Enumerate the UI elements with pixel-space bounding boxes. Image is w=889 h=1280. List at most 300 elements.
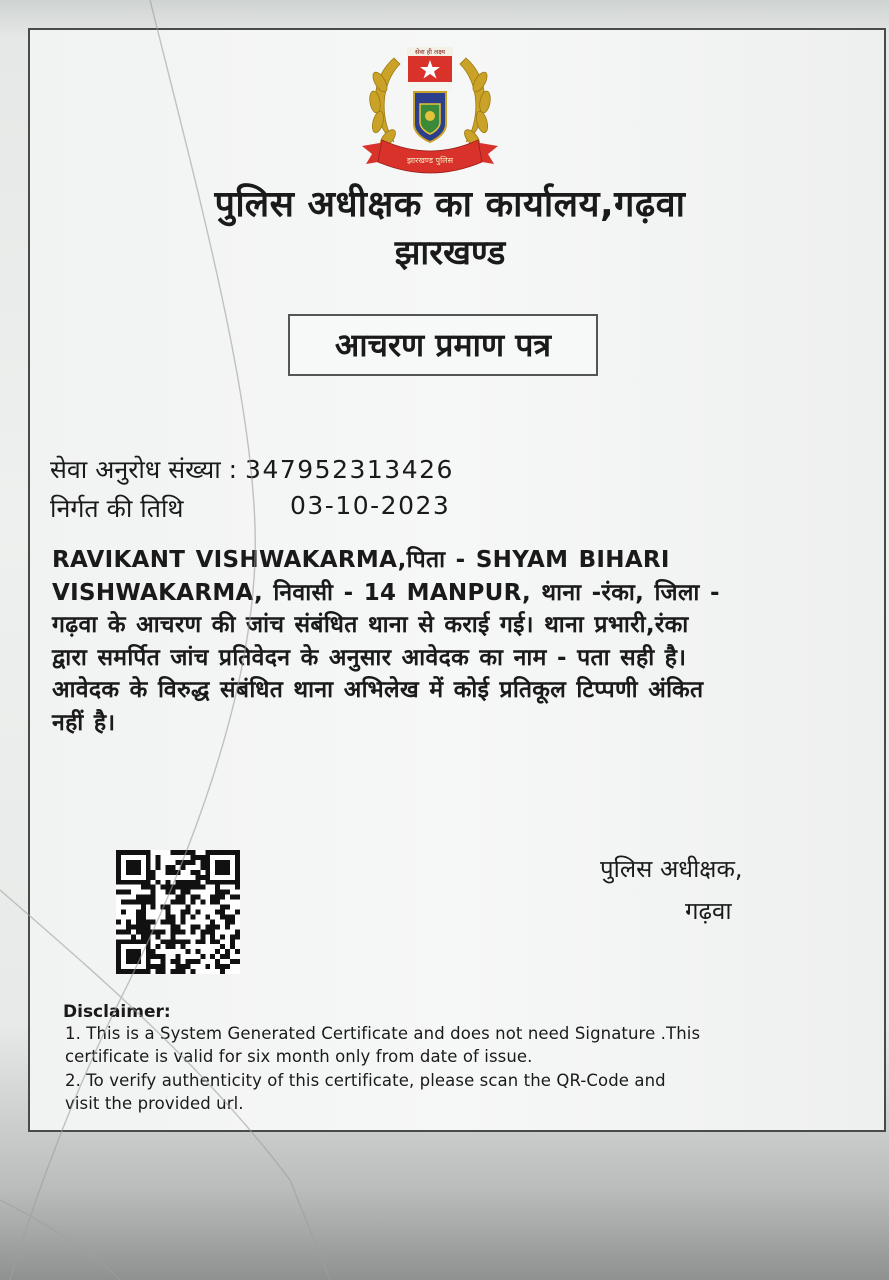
qr-module [225, 949, 230, 954]
qr-module [176, 924, 181, 929]
qr-module [235, 870, 240, 875]
qr-module [171, 885, 176, 890]
qr-module [225, 870, 230, 875]
qr-module [141, 969, 146, 974]
qr-module [156, 929, 161, 934]
qr-module [121, 910, 126, 915]
qr-module [185, 905, 190, 910]
qr-module [146, 934, 151, 939]
qr-module [180, 929, 185, 934]
qr-module [146, 924, 151, 929]
qr-module [171, 919, 176, 924]
qr-module [176, 969, 181, 974]
qr-module [161, 919, 166, 924]
qr-module [146, 919, 151, 924]
qr-module [215, 924, 220, 929]
qr-module [190, 924, 195, 929]
qr-module [161, 939, 166, 944]
qr-module [126, 924, 131, 929]
qr-module [185, 910, 190, 915]
qr-module [131, 954, 136, 959]
qr-module [225, 914, 230, 919]
body-line: द्वारा समर्पित जांच प्रतिवेदन के अनुसार आवेदक का नाम - पता सही है। [52, 644, 687, 671]
qr-module [136, 914, 141, 919]
qr-module [220, 954, 225, 959]
qr-module [195, 910, 200, 915]
qr-module [220, 914, 225, 919]
qr-module [126, 954, 131, 959]
qr-module [141, 939, 146, 944]
qr-module [161, 969, 166, 974]
qr-module [126, 969, 131, 974]
disclaimer-line: 1. This is a System Generated Certificate and does not need Signature .This [65, 1024, 701, 1043]
qr-module [136, 924, 141, 929]
qr-module [136, 910, 141, 915]
qr-module [190, 885, 195, 890]
qr-module [146, 964, 151, 969]
qr-module [176, 964, 181, 969]
qr-module [205, 860, 210, 865]
qr-module [136, 860, 141, 865]
qr-module [151, 890, 156, 895]
qr-module [180, 885, 185, 890]
qr-module [190, 969, 195, 974]
qr-module [215, 890, 220, 895]
qr-module [180, 969, 185, 974]
qr-module [116, 929, 121, 934]
qr-module [141, 885, 146, 890]
qr-module [235, 949, 240, 954]
disclaimer-line: 2. To verify authenticity of this certificate, please scan the QR-Code and [65, 1071, 666, 1090]
qr-module [136, 850, 141, 855]
certificate-title-box [288, 314, 598, 376]
qr-module [210, 919, 215, 924]
qr-module [176, 895, 181, 900]
qr-module [166, 865, 171, 870]
qr-module [141, 924, 146, 929]
body-line: VISHWAKARMA, निवासी - 14 MANPUR, थाना -रंका, जिला - [52, 579, 720, 606]
office-title: पुलिस अधीक्षक का कार्यालय,गढ़वा [214, 184, 686, 225]
qr-module [131, 900, 136, 905]
jharkhand-police-emblem [350, 42, 510, 187]
certificate-body [52, 544, 852, 739]
qr-module [220, 895, 225, 900]
qr-module [156, 964, 161, 969]
qr-module [146, 954, 151, 959]
qr-module [116, 964, 121, 969]
qr-module [171, 934, 176, 939]
qr-module [180, 880, 185, 885]
qr-module [215, 870, 220, 875]
disclaimer-line: visit the provided url. [65, 1094, 244, 1113]
qr-module [136, 969, 141, 974]
qr-module [190, 895, 195, 900]
qr-module [146, 949, 151, 954]
qr-module [220, 964, 225, 969]
qr-module [176, 860, 181, 865]
qr-module [220, 890, 225, 895]
qr-module [161, 954, 166, 959]
qr-module [121, 890, 126, 895]
qr-module [141, 900, 146, 905]
qr-module [180, 919, 185, 924]
qr-module [185, 850, 190, 855]
qr-module [235, 910, 240, 915]
qr-module [131, 969, 136, 974]
qr-module [136, 949, 141, 954]
qr-module [126, 850, 131, 855]
qr-module [210, 880, 215, 885]
qr-module [180, 865, 185, 870]
qr-module [220, 944, 225, 949]
disclaimer-line: certificate is valid for six month only from date of issue. [65, 1047, 533, 1066]
qr-module [230, 880, 235, 885]
qr-module [171, 924, 176, 929]
qr-module [235, 850, 240, 855]
qr-module [146, 929, 151, 934]
qr-module [185, 890, 190, 895]
qr-module [156, 865, 161, 870]
qr-module [136, 939, 141, 944]
qr-module [185, 860, 190, 865]
qr-module [156, 954, 161, 959]
qr-module [225, 860, 230, 865]
state-name: झारखण्ड [394, 233, 506, 273]
request-number-value: 347952313426 [245, 455, 454, 484]
qr-module [171, 959, 176, 964]
qr-module [215, 885, 220, 890]
qr-module [151, 954, 156, 959]
disclaimer-title: Disclaimer: [63, 1002, 171, 1022]
issue-date-label: निर्गत की तिथि [50, 494, 184, 523]
request-number-label: सेवा अनुरोध संख्या : [50, 455, 238, 484]
qr-module [136, 900, 141, 905]
qr-module [180, 895, 185, 900]
qr-module [171, 865, 176, 870]
qr-module [156, 855, 161, 860]
qr-module [166, 914, 171, 919]
qr-module [141, 929, 146, 934]
qr-module [225, 850, 230, 855]
qr-module [230, 919, 235, 924]
qr-module [136, 865, 141, 870]
qr-module [215, 860, 220, 865]
qr-module [195, 870, 200, 875]
qr-module [230, 944, 235, 949]
qr-module [176, 870, 181, 875]
qr-module [215, 910, 220, 915]
qr-module [131, 850, 136, 855]
qr-module [200, 875, 205, 880]
qr-module [205, 914, 210, 919]
qr-module [116, 865, 121, 870]
qr-module [225, 905, 230, 910]
qr-module [190, 880, 195, 885]
qr-module [166, 880, 171, 885]
qr-module [126, 865, 131, 870]
qr-module [215, 964, 220, 969]
qr-module [161, 959, 166, 964]
qr-module [141, 895, 146, 900]
qr-module [171, 939, 176, 944]
request-number-row [50, 452, 454, 486]
qr-module [180, 910, 185, 915]
signatory-designation: पुलिस अधीक्षक, [600, 855, 743, 883]
qr-module [116, 875, 121, 880]
qr-module [116, 954, 121, 959]
qr-module [205, 870, 210, 875]
qr-module [205, 924, 210, 929]
qr-module [180, 860, 185, 865]
qr-module [200, 855, 205, 860]
qr-module [200, 939, 205, 944]
qr-module [205, 850, 210, 855]
qr-module [146, 865, 151, 870]
qr-module [131, 959, 136, 964]
qr-module [171, 850, 176, 855]
qr-module [235, 865, 240, 870]
qr-module [136, 919, 141, 924]
qr-module [136, 895, 141, 900]
qr-module [195, 939, 200, 944]
qr-module [225, 954, 230, 959]
qr-module [146, 875, 151, 880]
qr-module [195, 885, 200, 890]
qr-module [195, 959, 200, 964]
qr-module [136, 959, 141, 964]
qr-module [126, 900, 131, 905]
qr-module [200, 885, 205, 890]
qr-module [225, 890, 230, 895]
qr-module [146, 959, 151, 964]
qr-module [151, 875, 156, 880]
qr-module [180, 944, 185, 949]
qr-module [121, 929, 126, 934]
qr-module [151, 929, 156, 934]
qr-module [195, 875, 200, 880]
qr-module [141, 880, 146, 885]
qr-module [195, 924, 200, 929]
qr-module [141, 850, 146, 855]
qr-module [146, 895, 151, 900]
qr-module [200, 929, 205, 934]
qr-module [220, 860, 225, 865]
qr-module [176, 850, 181, 855]
qr-module [116, 919, 121, 924]
qr-module [190, 855, 195, 860]
qr-module [121, 880, 126, 885]
qr-module [146, 900, 151, 905]
qr-module [151, 964, 156, 969]
qr-module [156, 969, 161, 974]
qr-module [210, 939, 215, 944]
qr-module [141, 934, 146, 939]
qr-module [126, 939, 131, 944]
qr-module [235, 885, 240, 890]
qr-module [215, 949, 220, 954]
qr-module [190, 870, 195, 875]
qr-module [161, 885, 166, 890]
qr-module [220, 910, 225, 915]
qr-module [210, 850, 215, 855]
qr-module [185, 939, 190, 944]
qr-module [166, 939, 171, 944]
qr-module [161, 964, 166, 969]
qr-module [126, 890, 131, 895]
qr-module [180, 939, 185, 944]
qr-module [185, 885, 190, 890]
qr-module [176, 939, 181, 944]
qr-module [176, 885, 181, 890]
qr-module [210, 934, 215, 939]
qr-module [141, 919, 146, 924]
qr-module [116, 870, 121, 875]
qr-module [200, 860, 205, 865]
qr-module [131, 870, 136, 875]
qr-module [235, 895, 240, 900]
qr-module [121, 939, 126, 944]
qr-module [131, 939, 136, 944]
qr-module [171, 890, 176, 895]
qr-module [146, 939, 151, 944]
qr-module [171, 900, 176, 905]
qr-module [200, 954, 205, 959]
qr-module [180, 964, 185, 969]
qr-module [215, 900, 220, 905]
body-line: नहीं है। [52, 709, 116, 736]
qr-module [131, 949, 136, 954]
qr-module [200, 934, 205, 939]
qr-module [131, 934, 136, 939]
qr-module [151, 895, 156, 900]
qr-module [225, 919, 230, 924]
qr-module [200, 900, 205, 905]
qr-module [171, 944, 176, 949]
qr-module [215, 895, 220, 900]
qr-module [210, 895, 215, 900]
qr-module [230, 914, 235, 919]
qr-module [220, 934, 225, 939]
qr-module [151, 870, 156, 875]
qr-module [215, 880, 220, 885]
emblem-motto-text: सेवा ही लक्ष्य [414, 48, 446, 56]
qr-module [190, 929, 195, 934]
qr-module [171, 870, 176, 875]
qr-module [146, 944, 151, 949]
qr-module [146, 860, 151, 865]
qr-module [180, 900, 185, 905]
qr-module [220, 865, 225, 870]
qr-module [205, 875, 210, 880]
qr-module [136, 880, 141, 885]
qr-module [121, 969, 126, 974]
qr-module [116, 969, 121, 974]
certificate-title: आचरण प्रमाण पत्र [334, 326, 552, 364]
qr-module [156, 860, 161, 865]
qr-module [210, 924, 215, 929]
qr-module [171, 969, 176, 974]
qr-module [116, 944, 121, 949]
body-line: आवेदक के विरुद्ध संबंधित थाना अभिलेख में कोई प्रतिकूल टिप्पणी अंकित [52, 677, 704, 703]
issue-date-value: 03-10-2023 [290, 491, 451, 520]
qr-module [151, 885, 156, 890]
qr-module [195, 895, 200, 900]
qr-module [225, 964, 230, 969]
qr-module [205, 880, 210, 885]
qr-module [210, 954, 215, 959]
qr-module [230, 934, 235, 939]
qr-module [126, 929, 131, 934]
qr-module [205, 855, 210, 860]
qr-module [200, 865, 205, 870]
qr-module [131, 924, 136, 929]
qr-module [126, 949, 131, 954]
qr-module [131, 880, 136, 885]
verification-qr-code[interactable] [115, 850, 241, 974]
qr-module [126, 919, 131, 924]
qr-module [146, 850, 151, 855]
qr-module [121, 850, 126, 855]
qr-module [190, 900, 195, 905]
qr-module [136, 870, 141, 875]
body-line: गढ़वा के आचरण की जांच संबंधित थाना से कराई गई। थाना प्रभारी,रंका [52, 612, 689, 638]
qr-module [116, 850, 121, 855]
qr-module [141, 905, 146, 910]
qr-module [161, 905, 166, 910]
qr-module [156, 880, 161, 885]
qr-module [126, 870, 131, 875]
qr-module [225, 865, 230, 870]
qr-module [166, 905, 171, 910]
qr-module [230, 850, 235, 855]
signatory-place: गढ़वा [685, 897, 732, 925]
qr-module [195, 855, 200, 860]
qr-module [116, 949, 121, 954]
qr-module [151, 919, 156, 924]
qr-module [210, 900, 215, 905]
qr-module [146, 880, 151, 885]
qr-module [156, 934, 161, 939]
qr-module [151, 949, 156, 954]
qr-module [225, 880, 230, 885]
qr-module [116, 880, 121, 885]
qr-module [176, 880, 181, 885]
qr-module [195, 880, 200, 885]
qr-module [180, 850, 185, 855]
qr-module [176, 959, 181, 964]
qr-module [185, 959, 190, 964]
qr-module [205, 929, 210, 934]
qr-module [176, 954, 181, 959]
qr-module [185, 949, 190, 954]
qr-module [176, 929, 181, 934]
qr-module [220, 969, 225, 974]
qr-module [151, 905, 156, 910]
body-line: RAVIKANT VISHWAKARMA,पिता - SHYAM BIHARI [52, 547, 670, 573]
qr-module [230, 895, 235, 900]
qr-module [116, 939, 121, 944]
qr-module [116, 855, 121, 860]
qr-module [126, 860, 131, 865]
qr-module [136, 954, 141, 959]
qr-module [235, 860, 240, 865]
qr-module [225, 924, 230, 929]
qr-module [171, 929, 176, 934]
qr-module [131, 865, 136, 870]
qr-module [126, 880, 131, 885]
qr-module [176, 900, 181, 905]
qr-module [141, 914, 146, 919]
